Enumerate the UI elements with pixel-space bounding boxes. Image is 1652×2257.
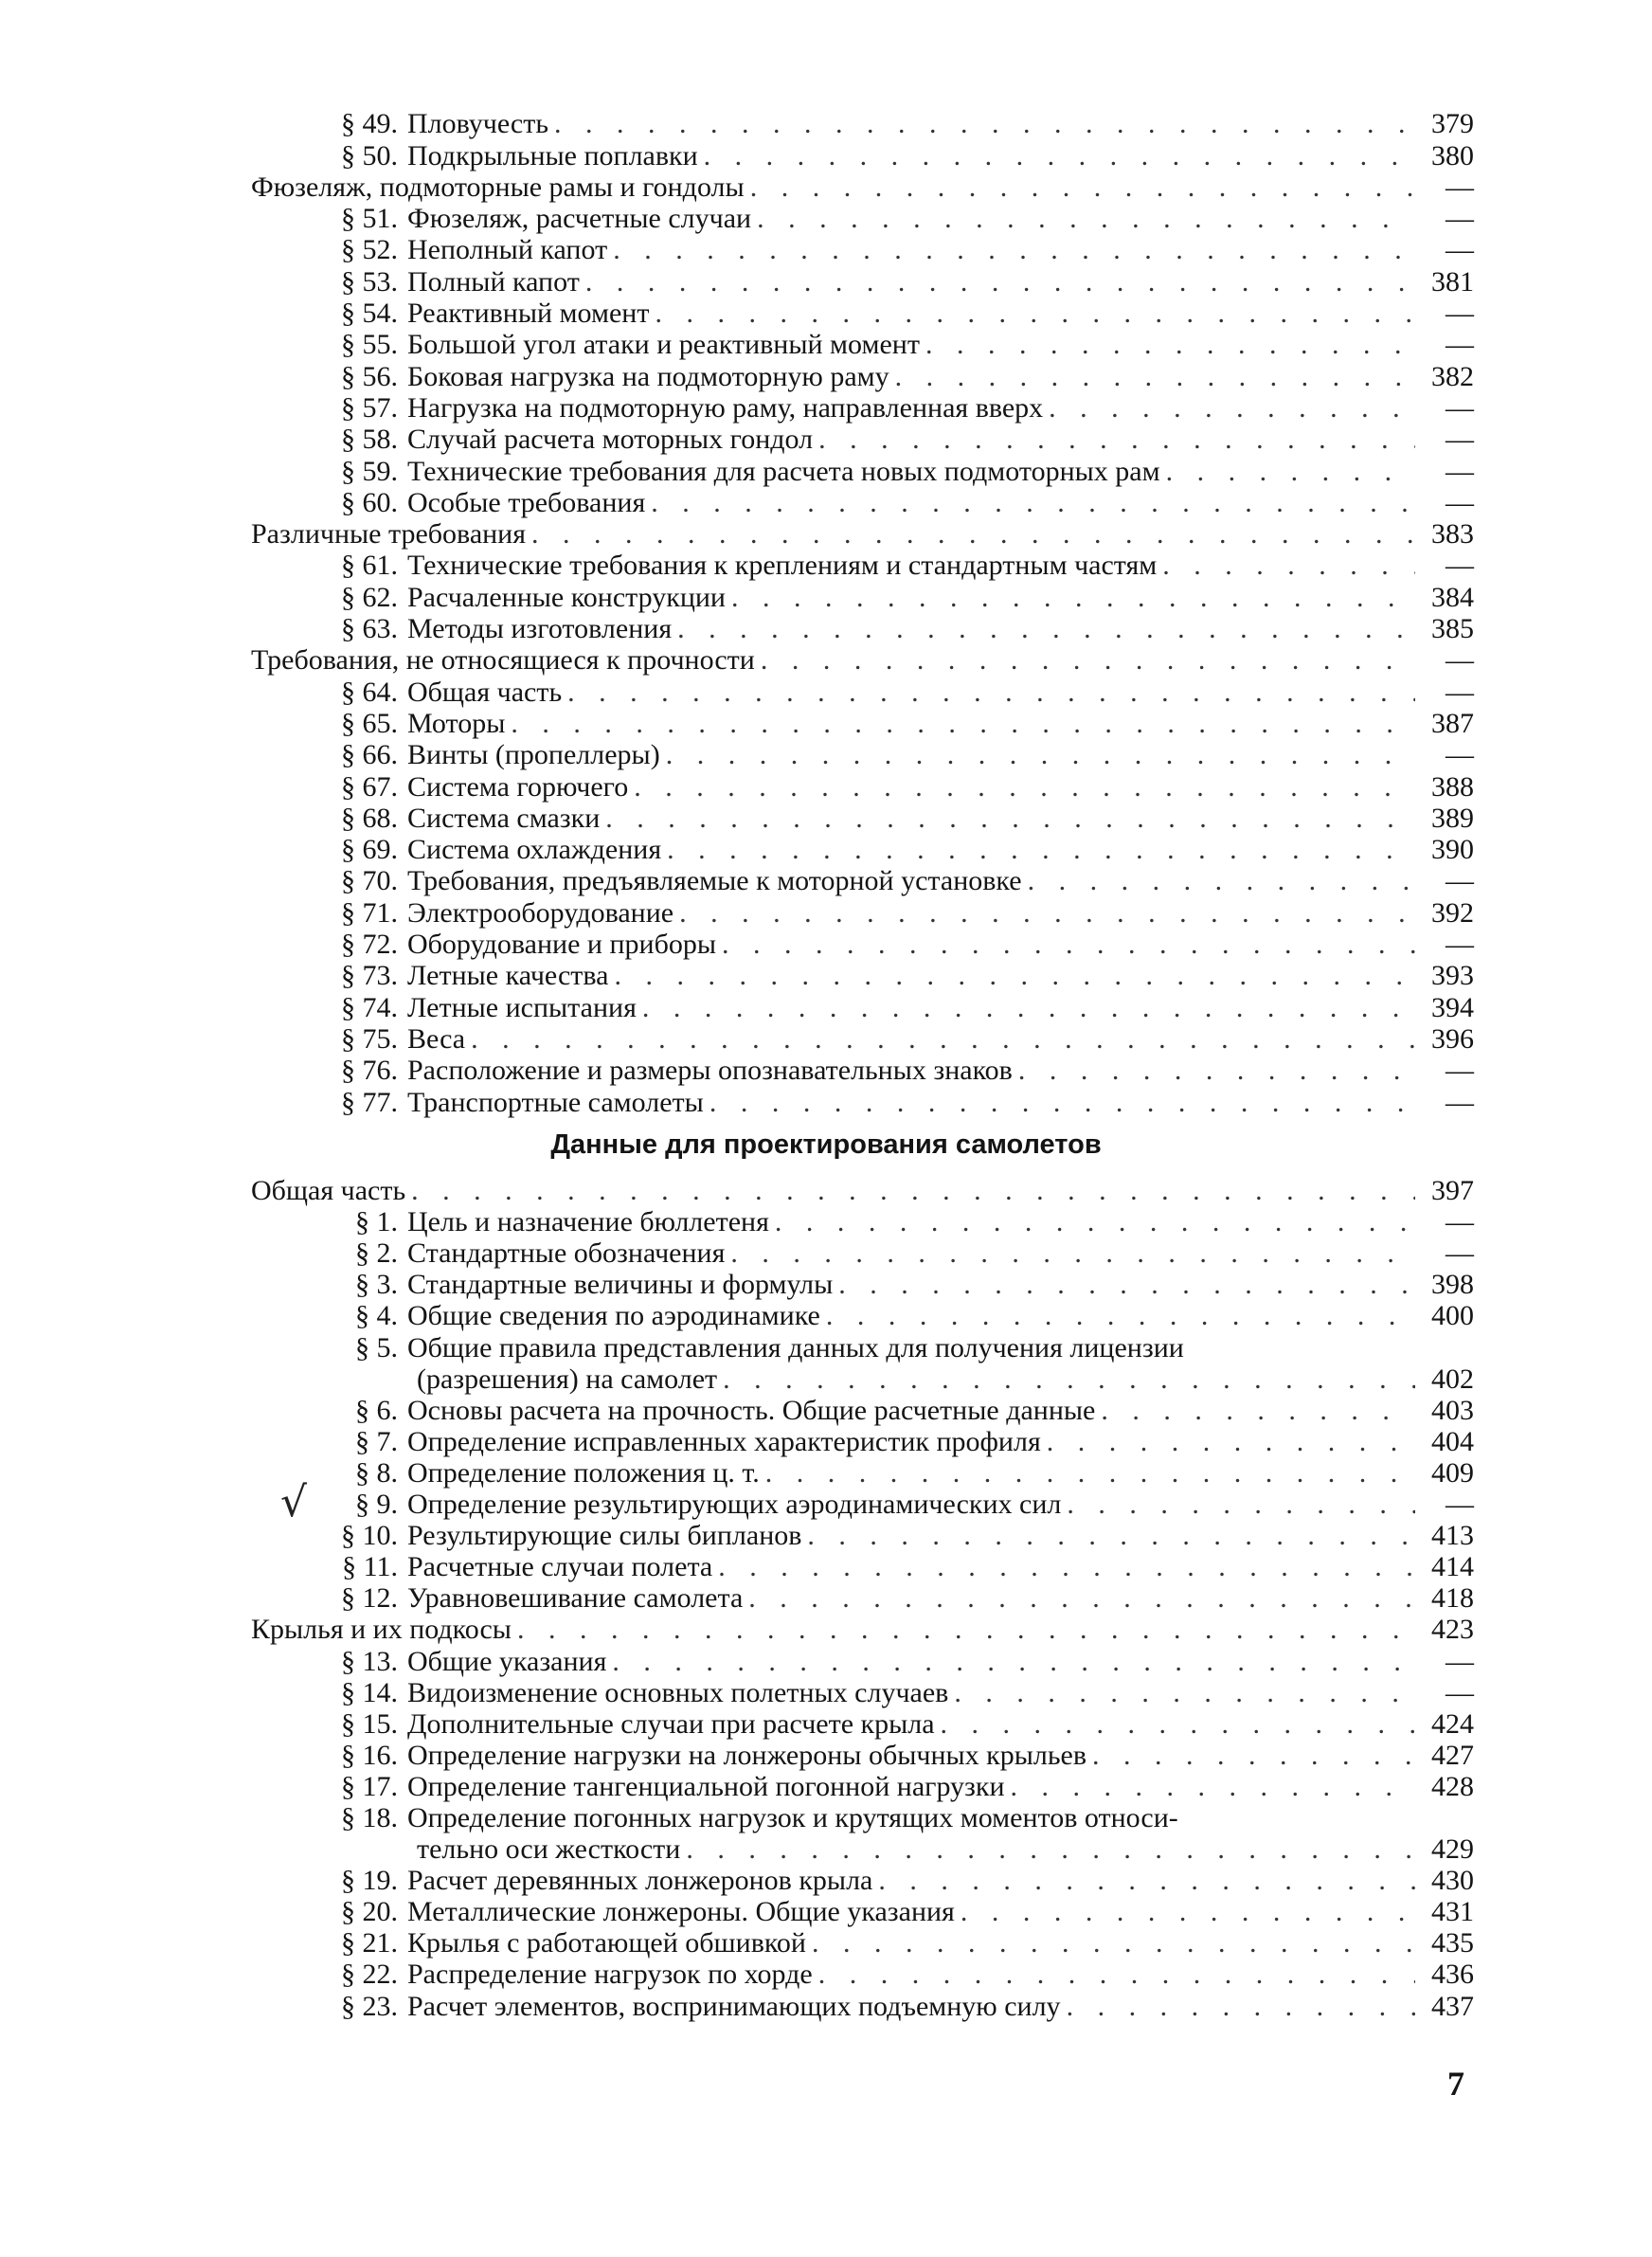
section-number: § 7.	[355, 1425, 398, 1457]
toc-group-heading	[251, 1614, 1474, 1645]
dot-leader	[838, 1269, 1415, 1300]
toc-entry	[251, 834, 1474, 865]
toc-entry	[251, 1959, 1474, 1990]
section-number: § 3.	[355, 1269, 398, 1301]
dot-leader	[718, 1551, 1415, 1582]
page-ref: —	[1446, 1676, 1474, 1708]
dot-leader	[655, 298, 1415, 329]
toc-entry	[251, 1645, 1474, 1676]
section-number: § 19.	[341, 1865, 398, 1897]
page-ref: 413	[1431, 1520, 1474, 1552]
dot-leader	[1049, 392, 1415, 424]
toc-entry	[251, 392, 1474, 424]
entry-title: тельно оси жесткости	[417, 1833, 681, 1866]
page-ref: —	[1446, 203, 1474, 235]
entry-title: Расчет элементов, воспринимающих подъемную силу	[407, 1990, 1061, 2022]
dot-leader	[642, 992, 1415, 1023]
dot-leader	[748, 1582, 1415, 1614]
dot-leader	[1067, 1489, 1415, 1520]
entry-title: Большой угол атаки и реактивный момент	[407, 329, 920, 361]
toc-entry	[251, 1457, 1474, 1489]
page-ref: 435	[1431, 1927, 1474, 1959]
entry-title: Технические требования к креплениям и стандартным частям	[407, 550, 1158, 582]
section-number: § 61.	[341, 550, 398, 582]
toc-entry	[251, 1300, 1474, 1331]
toc-entry	[251, 1086, 1474, 1117]
dot-leader	[925, 329, 1415, 360]
toc-entry	[251, 960, 1474, 991]
page-ref: 390	[1431, 834, 1474, 866]
dot-leader	[704, 140, 1415, 172]
page-ref: 436	[1431, 1959, 1474, 1991]
dot-leader	[954, 1677, 1415, 1708]
page-ref: —	[1446, 865, 1474, 897]
section-heading: Данные для проектирования самолетов	[550, 1129, 1102, 1160]
section-number: § 58.	[341, 424, 398, 456]
toc-entry	[251, 1990, 1474, 2021]
page-ref: 427	[1431, 1739, 1474, 1771]
section-number: § 75.	[341, 1022, 398, 1055]
toc-entry-continuation	[251, 1833, 1474, 1865]
entry-title: Уравновешивание самолета	[407, 1582, 744, 1615]
toc-entry	[251, 139, 1474, 171]
section-number: § 14.	[341, 1676, 398, 1708]
entry-title: Общая часть	[251, 1175, 406, 1207]
section-number: § 51.	[341, 203, 398, 235]
section-number: § 13.	[341, 1645, 398, 1677]
toc-entry	[251, 1771, 1474, 1802]
section-number: § 73.	[341, 960, 398, 992]
toc-entry	[251, 1865, 1474, 1896]
section-number: § 21.	[341, 1927, 398, 1959]
toc-entry	[251, 770, 1474, 802]
toc-entry	[251, 203, 1474, 234]
page-ref: —	[1446, 424, 1474, 456]
page-ref: —	[1446, 1086, 1474, 1118]
dot-leader	[1028, 865, 1415, 896]
entry-title: Требования, не относящиеся к прочности	[251, 644, 755, 677]
dot-leader	[807, 1520, 1415, 1551]
section-number: § 12.	[341, 1582, 398, 1615]
entry-title: Расчет деревянных лонжеронов крыла	[407, 1865, 873, 1897]
toc-entry	[251, 424, 1474, 455]
section-number: § 60.	[341, 486, 398, 518]
toc-entry	[251, 929, 1474, 960]
toc-entry	[251, 991, 1474, 1022]
dot-leader	[1047, 1426, 1415, 1457]
entry-title: Результирующие силы бипланов	[407, 1520, 802, 1552]
toc-entry	[251, 1896, 1474, 1927]
section-number: § 2.	[355, 1237, 398, 1270]
dot-leader	[818, 1959, 1415, 1990]
entry-title: Расположение и размеры опознавательных знаков	[407, 1055, 1013, 1087]
page-ref: —	[1446, 329, 1474, 361]
dot-leader	[651, 487, 1415, 518]
toc-section-a	[251, 108, 1474, 1118]
page-ref: 418	[1431, 1582, 1474, 1615]
dot-leader	[686, 1833, 1415, 1865]
toc-entry	[251, 298, 1474, 329]
page-ref: —	[1446, 234, 1474, 266]
toc-entry-continuation	[251, 1363, 1474, 1395]
section-number: § 15.	[341, 1707, 398, 1740]
dot-leader	[731, 582, 1415, 613]
toc-entry	[251, 708, 1474, 739]
toc-entry	[251, 613, 1474, 644]
section-number: § 59.	[341, 455, 398, 487]
page-ref: —	[1446, 1489, 1474, 1521]
section-number: § 74.	[341, 991, 398, 1023]
entry-title: Расчетные случаи полета	[407, 1551, 713, 1583]
toc-entry	[251, 1426, 1474, 1457]
entry-title: Различные требования	[251, 518, 527, 551]
page-ref: —	[1446, 1055, 1474, 1087]
page-ref: —	[1446, 676, 1474, 708]
entry-title: Полный капот	[407, 265, 580, 298]
entry-title: Методы изготовления	[407, 613, 673, 645]
entry-title: Винты (пропеллеры)	[407, 739, 660, 771]
dot-leader	[761, 644, 1415, 676]
page-ref: 400	[1431, 1300, 1474, 1332]
section-number: § 22.	[341, 1959, 398, 1991]
page-ref: —	[1446, 391, 1474, 424]
section-number: § 10.	[341, 1520, 398, 1552]
toc-entry	[251, 1708, 1474, 1740]
section-number: § 11.	[342, 1551, 398, 1583]
entry-title: Определение результирующих аэродинамических сил	[407, 1489, 1062, 1521]
entry-title: Транспортные самолеты	[407, 1086, 704, 1118]
entry-title: Оборудование и приборы	[407, 929, 717, 961]
dot-leader	[757, 203, 1415, 234]
page-ref: 384	[1431, 581, 1474, 613]
page-ref: —	[1446, 486, 1474, 518]
dot-leader	[411, 1175, 1415, 1206]
section-number: § 17.	[341, 1770, 398, 1802]
dot-leader	[1067, 1991, 1415, 2022]
section-number: § 66.	[341, 739, 398, 771]
page-ref: 402	[1431, 1363, 1474, 1395]
dot-leader	[775, 1206, 1415, 1237]
entry-title: Электрооборудование	[407, 896, 674, 929]
page-ref: 409	[1431, 1456, 1474, 1489]
section-number: § 63.	[341, 613, 398, 645]
page-ref: 430	[1431, 1865, 1474, 1897]
page-ref: 429	[1431, 1833, 1474, 1866]
dot-leader	[554, 108, 1415, 139]
dot-leader	[667, 834, 1415, 865]
page-ref: 379	[1431, 108, 1474, 140]
entry-title: Особые требования	[407, 486, 646, 518]
entry-title: Распределение нагрузок по хорде	[407, 1959, 813, 1991]
toc-entry	[251, 329, 1474, 360]
page-ref: 389	[1431, 802, 1474, 834]
dot-leader	[612, 1646, 1415, 1677]
entry-title: Общие указания	[407, 1645, 607, 1677]
toc-entry	[251, 1489, 1474, 1520]
toc-entry	[251, 455, 1474, 486]
entry-title: Веса	[407, 1022, 466, 1055]
entry-title: Видоизменение основных полетных случаев	[407, 1676, 949, 1708]
section-number: § 62.	[341, 581, 398, 613]
page-ref: 428	[1431, 1770, 1474, 1802]
entry-title: Металлические лонжероны. Общие указания	[407, 1896, 955, 1928]
toc-entry	[251, 108, 1474, 139]
toc-entry	[251, 1395, 1474, 1426]
dot-leader	[585, 266, 1415, 298]
entry-title: Летные качества	[407, 960, 609, 992]
page-number: 7	[1447, 2065, 1464, 2103]
section-number: § 53.	[341, 265, 398, 298]
entry-title: Система охлаждения	[407, 834, 662, 866]
toc-entry	[251, 803, 1474, 834]
page-ref: —	[1446, 455, 1474, 487]
toc-entry	[251, 1802, 1474, 1833]
page-ref: 414	[1431, 1551, 1474, 1583]
dot-leader	[634, 771, 1415, 803]
entry-title: Пловучесть	[407, 108, 549, 140]
entry-title: Дополнительные случаи при расчете крыла	[407, 1707, 935, 1740]
page-ref: —	[1446, 1237, 1474, 1270]
section-number: § 70.	[341, 865, 398, 897]
dot-leader	[730, 1237, 1415, 1269]
dot-leader	[941, 1708, 1415, 1740]
entry-title: Общие сведения по аэродинамике	[407, 1300, 820, 1332]
dot-leader	[613, 234, 1415, 265]
page-ref: 387	[1431, 707, 1474, 739]
page-ref: —	[1446, 929, 1474, 961]
toc-entry	[251, 487, 1474, 518]
entry-title: Основы расчета на прочность. Общие расчетные данные	[407, 1394, 1096, 1426]
entry-title: Моторы	[407, 707, 506, 739]
entry-title: Система смазки	[407, 802, 601, 834]
page-ref: —	[1446, 1645, 1474, 1677]
dot-leader	[765, 1457, 1415, 1489]
dot-leader	[709, 1087, 1415, 1118]
page-ref: 404	[1431, 1425, 1474, 1457]
page-ref: 394	[1431, 991, 1474, 1023]
entry-title: Крылья с работающей обшивкой	[407, 1927, 806, 1959]
toc-entry	[251, 676, 1474, 707]
section-number: § 20.	[341, 1896, 398, 1928]
dot-leader	[1011, 1771, 1415, 1802]
dot-leader	[567, 677, 1415, 708]
entry-title: Определение тангенциальной погонной нагрузки	[407, 1770, 1005, 1802]
toc-entry	[251, 1331, 1474, 1363]
dot-leader	[615, 960, 1416, 991]
section-number: § 18.	[341, 1801, 398, 1833]
toc-entry	[251, 234, 1474, 265]
toc-entry	[251, 360, 1474, 391]
dot-leader	[722, 929, 1415, 960]
section-number: § 71.	[341, 896, 398, 929]
entry-title: Стандартные обозначения	[407, 1237, 726, 1270]
dot-leader	[1162, 550, 1415, 581]
entry-title: Неполный капот	[407, 234, 608, 266]
section-number: § 76.	[341, 1055, 398, 1087]
page-ref: —	[1446, 171, 1474, 203]
entry-title: Стандартные величины и формулы	[407, 1269, 834, 1301]
page-ref: 385	[1431, 613, 1474, 645]
entry-title: Реактивный момент	[407, 298, 650, 330]
entry-title: Определение исправленных характеристик профиля	[407, 1425, 1041, 1457]
handwritten-check-mark: √	[280, 1478, 308, 1526]
dot-leader	[878, 1865, 1415, 1896]
page-ref: 388	[1431, 770, 1474, 803]
page-ref: 393	[1431, 960, 1474, 992]
entry-title: Технические требования для расчета новых подмоторных рам	[407, 455, 1160, 487]
section-number: § 64.	[341, 676, 398, 708]
entry-title: Система горючего	[407, 770, 629, 803]
toc-group-heading	[251, 518, 1474, 550]
page-ref: 382	[1431, 360, 1474, 392]
entry-title: Определение положения ц. т.	[407, 1456, 760, 1489]
section-number: § 55.	[341, 329, 398, 361]
dot-leader	[605, 803, 1415, 834]
dot-leader	[666, 739, 1415, 770]
section-number: § 1.	[355, 1206, 398, 1238]
dot-leader	[677, 613, 1415, 644]
section-number: § 57.	[341, 391, 398, 424]
entry-title: Фюзеляж, подмоторные рамы и гондолы	[251, 171, 745, 203]
toc-entry	[251, 1237, 1474, 1269]
page-ref: —	[1446, 550, 1474, 582]
toc-entry	[251, 1927, 1474, 1959]
page-ref: 424	[1431, 1707, 1474, 1740]
dot-leader	[750, 172, 1415, 203]
toc-entry	[251, 865, 1474, 896]
page-ref: 383	[1431, 518, 1474, 551]
dot-leader	[826, 1300, 1415, 1331]
section-number: § 65.	[341, 707, 398, 739]
dot-leader	[511, 708, 1415, 739]
entry-title: Цель и назначение бюллетеня	[407, 1206, 769, 1238]
toc-entry	[251, 1582, 1474, 1614]
section-number: § 8.	[355, 1456, 398, 1489]
section-number: § 5.	[355, 1331, 398, 1363]
dot-leader	[1018, 1055, 1415, 1086]
toc-entry	[251, 1677, 1474, 1708]
dot-leader	[812, 1927, 1415, 1959]
entry-title: Общие правила представления данных для получения лицензии	[407, 1331, 1184, 1363]
toc-entry	[251, 1269, 1474, 1300]
section-number: § 4.	[355, 1300, 398, 1332]
dot-leader	[723, 1363, 1415, 1395]
entry-title: Расчаленные конструкции	[407, 581, 726, 613]
entry-title: Общая часть	[407, 676, 563, 708]
toc-entry	[251, 265, 1474, 297]
page-ref: 423	[1431, 1614, 1474, 1646]
dot-leader	[1166, 456, 1415, 487]
entry-title: Боковая нагрузка на подмоторную раму	[407, 360, 889, 392]
entry-title: Требования, предъявляемые к моторной установке	[407, 865, 1022, 897]
dot-leader	[1101, 1395, 1415, 1426]
dot-leader	[517, 1614, 1415, 1645]
entry-title: (разрешения) на самолет	[417, 1363, 718, 1395]
toc-group-heading	[251, 1175, 1474, 1206]
entry-title: Фюзеляж, расчетные случаи	[407, 203, 752, 235]
section-number: § 49.	[341, 108, 398, 140]
section-number: § 54.	[341, 298, 398, 330]
toc-entry	[251, 739, 1474, 770]
page-ref: 403	[1431, 1394, 1474, 1426]
dot-leader	[471, 1023, 1415, 1055]
section-number: § 67.	[341, 770, 398, 803]
page-ref: —	[1446, 739, 1474, 771]
dot-leader	[1092, 1740, 1415, 1771]
toc-entry	[251, 550, 1474, 581]
toc-entry	[251, 1206, 1474, 1237]
entry-title: Случай расчета моторных гондол	[407, 424, 814, 456]
toc-entry	[251, 581, 1474, 612]
dot-leader	[895, 361, 1415, 392]
section-number: § 56.	[341, 360, 398, 392]
toc-section-b	[251, 1175, 1474, 2022]
section-number: § 52.	[341, 234, 398, 266]
section-number: § 6.	[355, 1394, 398, 1426]
toc-group-heading	[251, 172, 1474, 203]
page-ref: 380	[1431, 139, 1474, 172]
section-number: § 9.	[355, 1489, 398, 1521]
section-number: § 23.	[341, 1990, 398, 2022]
section-number: § 77.	[341, 1086, 398, 1118]
toc-entry	[251, 1023, 1474, 1055]
toc-entry	[251, 1055, 1474, 1086]
dot-leader	[961, 1896, 1415, 1927]
page-ref: —	[1446, 644, 1474, 677]
page-ref: 437	[1431, 1990, 1474, 2022]
toc-entry	[251, 1551, 1474, 1582]
page-ref: 397	[1431, 1175, 1474, 1207]
dot-leader	[679, 897, 1415, 929]
entry-title: Крылья и их подкосы	[251, 1614, 512, 1646]
section-number: § 16.	[341, 1739, 398, 1771]
toc-group-heading	[251, 644, 1474, 676]
entry-title: Подкрыльные поплавки	[407, 139, 698, 172]
entry-title: Определение погонных нагрузок и крутящих моментов относи-	[407, 1801, 1178, 1833]
page-ref: 396	[1431, 1022, 1474, 1055]
toc-entry	[251, 1520, 1474, 1551]
section-number: § 50.	[341, 139, 398, 172]
page-ref: 431	[1431, 1896, 1474, 1928]
page-ref: —	[1446, 1206, 1474, 1238]
section-number: § 68.	[341, 802, 398, 834]
dot-leader	[818, 424, 1415, 455]
page-ref: 392	[1431, 896, 1474, 929]
dot-leader	[531, 518, 1415, 550]
entry-title: Определение нагрузки на лонжероны обычных крыльев	[407, 1739, 1087, 1771]
page-ref: 398	[1431, 1269, 1474, 1301]
toc-entry	[251, 896, 1474, 928]
page-ref: —	[1446, 298, 1474, 330]
entry-title: Летные испытания	[407, 991, 637, 1023]
toc-entry	[251, 1740, 1474, 1771]
section-number: § 69.	[341, 834, 398, 866]
page-ref: 381	[1431, 265, 1474, 298]
entry-title: Нагрузка на подмоторную раму, направленная вверх	[407, 391, 1044, 424]
section-number: § 72.	[341, 929, 398, 961]
